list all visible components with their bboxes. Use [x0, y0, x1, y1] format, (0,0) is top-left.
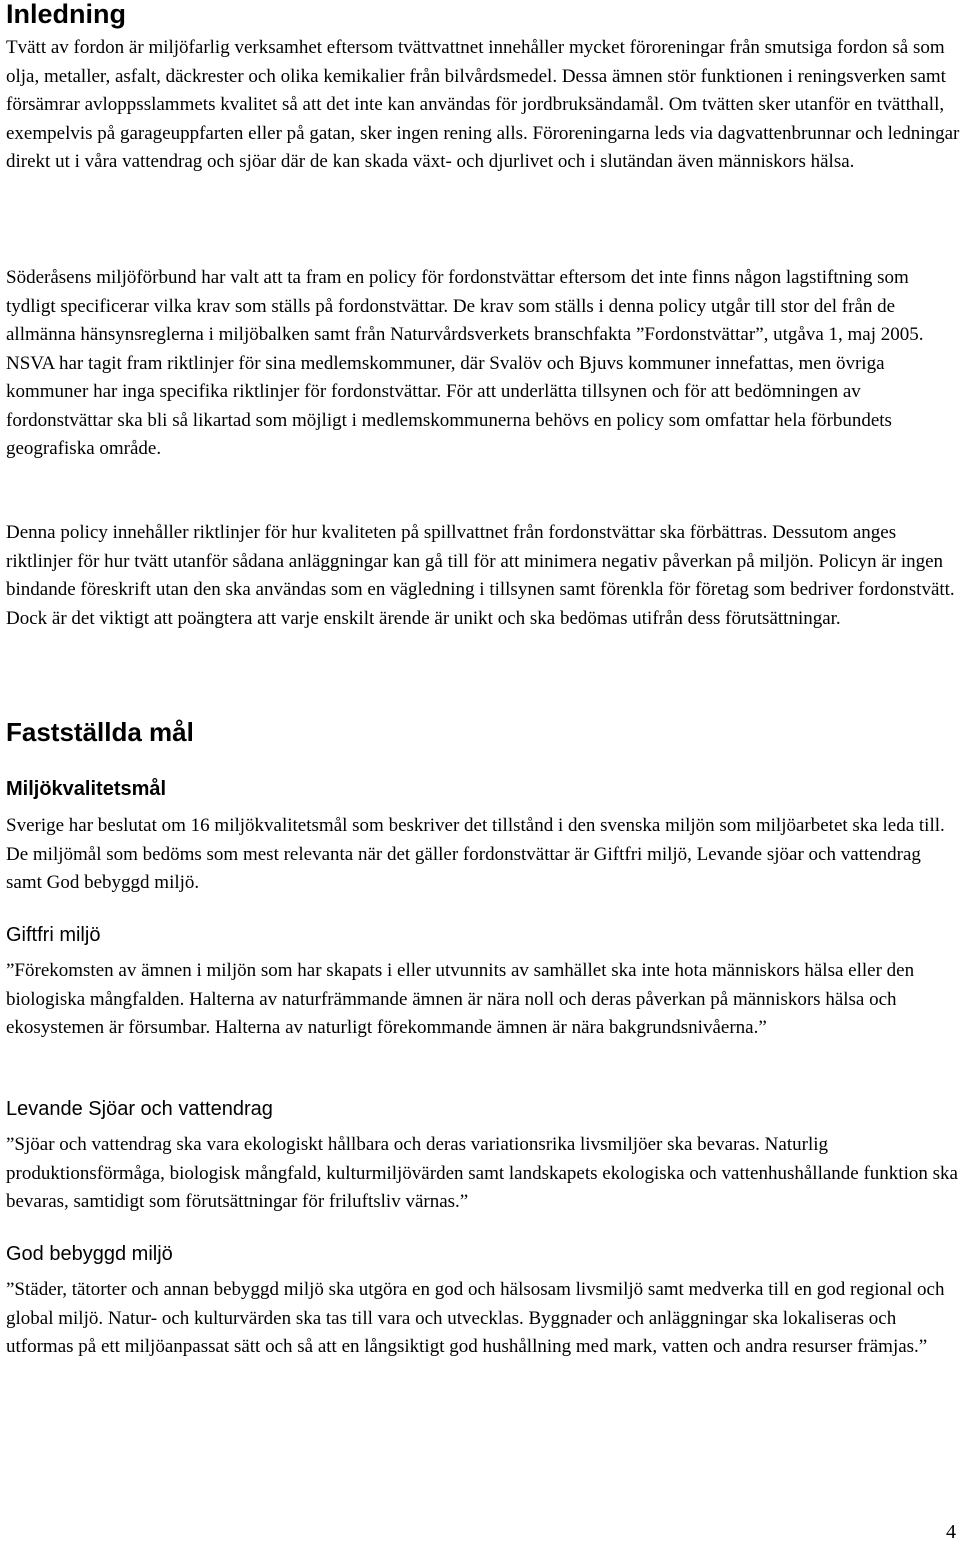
- paragraph-giftfri: ”Förekomsten av ämnen i miljön som har skapats i eller utvunnits av samhället ska inte hota människors hälsa eller den biologiska mångfalden. Halterna av naturfrämmande ämnen är nära noll och deras påverkan på människors hälsa och ekosystemen är försumbar. Halterna av naturligt förekommande ämnen är nära bakgrundsnivåerna.”: [6, 960, 915, 1038]
- page-number: 4: [946, 1521, 956, 1543]
- heading-levande-sjoar: Levande Sjöar och vattendrag: [6, 1098, 273, 1120]
- heading-giftfri-miljo: Giftfri miljö: [6, 924, 101, 946]
- paragraph-miljomal: Sverige har beslutat om 16 miljökvalitetsmål som beskriver det tillstånd i den svenska miljön som miljöarbetet ska leda till. De miljömål som bedöms som mest relevanta när det gäller fordonstvättar är Giftfri miljö, Levande sjöar och vattendrag samt God bebyggd miljö.: [6, 815, 945, 893]
- heading-faststallda-mal: Fastställda mål: [6, 717, 194, 747]
- paragraph-levande: ”Sjöar och vattendrag ska vara ekologiskt hållbara och deras variationsrika livsmiljöer ska bevaras. Naturlig produktionsförmåga, biologisk mångfald, kulturmiljövärden samt landskapets ekologiska och vattenhushållande funktion ska bevaras, samtidigt som förutsättningar för friluftsliv värnas.”: [6, 1134, 958, 1212]
- paragraph-intro-3: Denna policy innehåller riktlinjer för hur kvaliteten på spillvattnet från fordonstvättar ska förbättras. Dessutom anges riktlinjer för hur tvätt utanför sådana anläggningar kan gå till för att minimera negativ påverkan på miljön. Policyn är ingen bindande föreskrift utan den ska användas som en vägledning i tillsynen samt förenkla för företag som bedriver fordonstvätt. Dock är det viktigt att poängtera att varje enskilt ärende är unikt och ska bedömas utifrån dess förutsättningar.: [6, 522, 955, 629]
- paragraph-god-bebyggd: ”Städer, tätorter och annan bebyggd miljö ska utgöra en god och hälsosam livsmiljö samt medverka till en god regional och global miljö. Natur- och kulturvärden ska tas till vara och utvecklas. Byggnader och anläggningar ska lokaliseras och utformas på ett miljöanpassat sätt och så att en långsiktigt god hushållning med mark, vatten och andra resurser främjas.”: [6, 1279, 945, 1357]
- paragraph-intro-1: Tvätt av fordon är miljöfarlig verksamhet eftersom tvättvattnet innehåller mycket föroreningar från smutsiga fordon så som olja, metaller, asfalt, däckrester och olika kemikalier från bilvårdsmedel. Dessa ämnen stör funktionen i reningsverken samt försämrar avloppsslammets kvalitet så att det inte kan användas för jordbruksändamål. Om tvätten sker utanför en tvätthall, exempelvis på garageuppfarten eller på gatan, sker ingen rening alls. Föroreningarna leds via dagvattenbrunnar och ledningar direkt ut i våra vattendrag och sjöar där de kan skada växt- och djurlivet och i slutändan även människors hälsa.: [6, 37, 960, 172]
- heading-god-bebyggd: God bebyggd miljö: [6, 1243, 173, 1265]
- heading-miljokvalitetsmal: Miljökvalitetsmål: [6, 778, 167, 800]
- paragraph-intro-2: Söderåsens miljöförbund har valt att ta fram en policy för fordonstvättar eftersom det inte finns någon lagstiftning som tydligt specificerar vilka krav som ställs på fordonstvättar. De krav som ställs i denna policy utgår till stor del från de allmänna hänsynsreglerna i miljöbalken samt från Naturvårdsverkets branschfakta ”Fordonstvättar”, utgåva 1, maj 2005. NSVA har tagit fram riktlinjer för sina medlemskommuner, där Svalöv och Bjuvs kommuner innefattas, men övriga kommuner har inga specifika riktlinjer för fordonstvättar. För att underlätta tillsynen och för att bedömningen av fordonstvättar ska bli så likartad som möjligt i medlemskommunerna behövs en policy som omfattar hela förbundets geografiska område.: [6, 267, 924, 459]
- heading-inledning: Inledning: [6, 0, 126, 29]
